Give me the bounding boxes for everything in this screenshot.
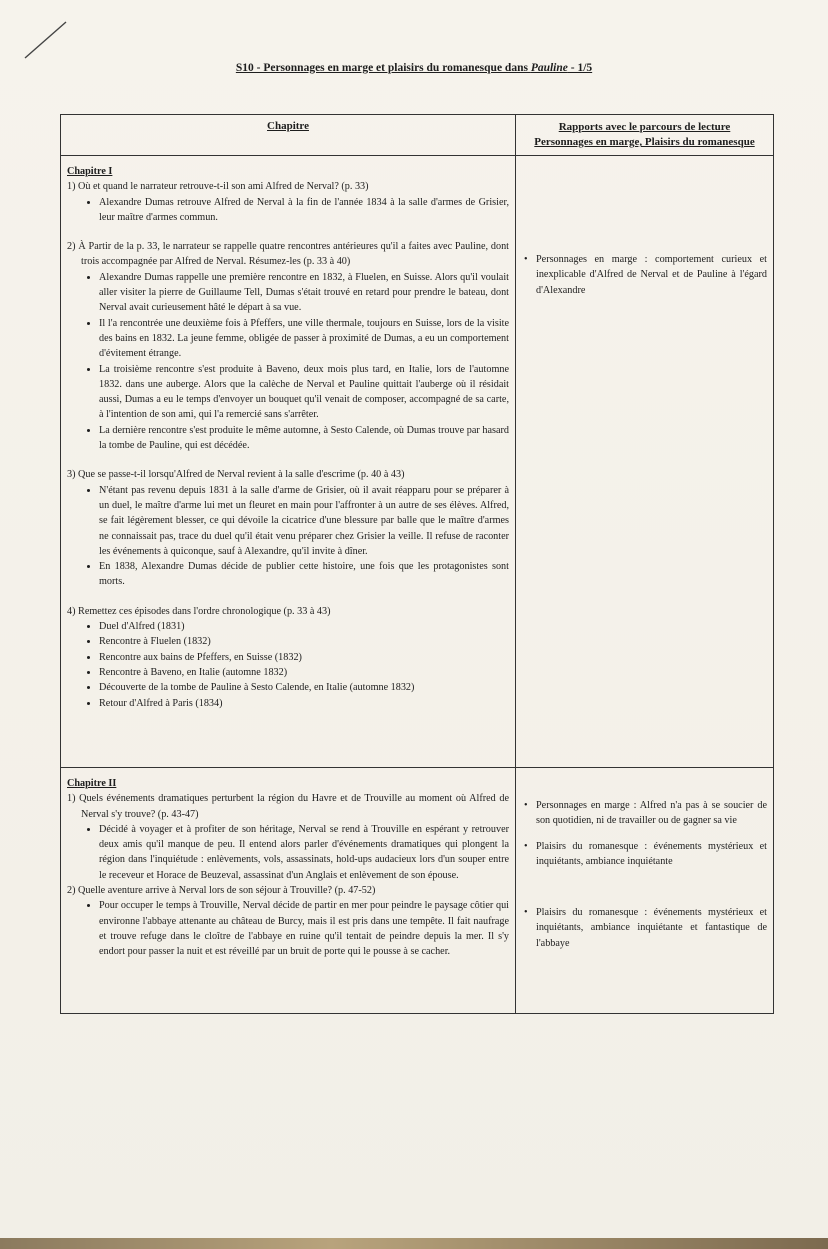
list-item: • Alexandre Dumas rappelle une première rencontre en 1832, à Fluelen, en Suisse. Alors qu'il voulait aller visiter la pierre de Guillaume Tell, Dumas s'était trouvé en retard pour prendre le bateau, dont Nerval avait curieusement hâté le départ à sa vue.: [99, 270, 509, 316]
chapitre-1-answer-1: [67, 195, 509, 226]
list-item: • Découverte de la tombe de Pauline à Sesto Calende, en Italie (automne 1832): [99, 680, 509, 695]
chapitre-1-answer-2: [67, 270, 509, 454]
header-chapitre: Chapitre: [61, 115, 516, 156]
chapitre-1-question-4: 4) Remettez ces épisodes dans l'ordre chronologique (p. 33 à 43): [67, 605, 331, 617]
list-item: • Alexandre Dumas retrouve Alfred de Nerval à la fin de l'année 1834 à la salle d'armes de Grisier, leur maître d'armes commun.: [99, 195, 509, 226]
chapitre-1-title: Chapitre I: [67, 166, 113, 177]
chapitre-2-question-2: 2) Quelle aventure arrive à Nerval lors de son séjour à Trouville? (p. 47-52): [67, 885, 376, 897]
chapter-table: [60, 114, 774, 1014]
chapitre-2-title: Chapitre II: [67, 778, 117, 789]
list-item: • Pour occuper le temps à Trouville, Nerval décide de partir en mer pour peindre le paysage côtier qui environne l'abbaye attenante au château de Burcy, mais il est pris dans une tempête. Il fait naufrage et trouve refuge dans le cloître de l'abbaye en ruine qu'il tentait de peindre depuis la mer. Il s'y endort pour passer la nuit et est réveillé par un bruit de porte qui le pousse à se cacher.: [99, 898, 509, 959]
header-rapports: Rapports avec le parcours de lecture Personnages en marge, Plaisirs du romanesque: [516, 115, 774, 156]
scan-bottom-edge: [0, 1238, 828, 1249]
chapitre-1-content: [61, 156, 516, 768]
list-item: • La dernière rencontre s'est produite le même automne, à Sesto Calende, où Dumas trouve par hasard la tombe de Pauline, qui est décédée.: [99, 423, 509, 454]
chapitre-1-question-2: 2) À Partir de la p. 33, le narrateur se rappelle quatre rencontres antérieures qu'il a faites avec Pauline, dont trois accompagnée par Alfred de Nerval. Résumez-les (p. 33 à 40): [67, 241, 509, 268]
chapitre-2-answer-1: [67, 822, 509, 883]
list-item: • Duel d'Alfred (1831): [99, 619, 509, 634]
chapitre-1-remarks: [516, 156, 774, 768]
table-header-row: [61, 115, 774, 156]
chapitre-1-answer-3: [67, 483, 509, 590]
list-item: • Rencontre à Fluelen (1832): [99, 634, 509, 649]
list-item: • La troisième rencontre s'est produite à Baveno, deux mois plus tard, en Italie, lors de l'automne 1832. dans une auberge. Alors que la calèche de Nerval et Pauline quittait l'auberge où il résidait aussi, Dumas a eu le temps d'envoyer un bouquet qu'il venait de composer, accompagné de sa carte, à l'intention de son ami, qui l'a remercié sans s'arrêter.: [99, 362, 509, 423]
list-item: • Il l'a rencontrée une deuxième fois à Pfeffers, une ville thermale, toujours en Suisse, lors de la visite des bains en 1832. La jeune femme, obligée de passer à proximité de Dumas, a eu un comportement d'évitement étrange.: [99, 316, 509, 362]
chapitre-2-remarks: [516, 768, 774, 1014]
pen-stroke-mark: [22, 18, 70, 62]
chapitre-2-remark-2: • Plaisirs du romanesque : événements mystérieux et inquiétants, ambiance inquiétante: [522, 839, 767, 870]
chapitre-1-question-3: 3) Que se passe-t-il lorsqu'Alfred de Nerval revient à la salle d'escrime (p. 40 à 43): [67, 469, 405, 481]
chapitre-1-answer-4: [67, 619, 509, 711]
chapitre-2-remark-1: • Personnages en marge : Alfred n'a pas à se soucier de son quotidien, ni de travailler ou de gagner sa vie: [522, 798, 767, 829]
list-item: • Retour d'Alfred à Paris (1834): [99, 696, 509, 711]
list-item: • Décidé à voyager et à profiter de son héritage, Nerval se rend à Trouville en espérant y retrouver deux amis qu'il manque de peu. Il entend alors parler d'événements dramatiques qui plongent la région dans l'inquiétude : enlèvements, vols, assassinats, hold-ups audacieux lors d'un souper entre le receveur et Horace de Beuzeval, assassinat d'un Anglais et enlèvement de son épouse.: [99, 822, 509, 883]
chapitre-1-question-1: 1) Où et quand le narrateur retrouve-t-il son ami Alfred de Nerval? (p. 33): [67, 181, 369, 193]
chapitre-2-answer-2: [67, 898, 509, 959]
chapitre-1-remark: • Personnages en marge : comportement curieux et inexplicable d'Alfred de Nerval et de Pauline à l'égard d'Alexandre: [522, 252, 767, 298]
chapitre-2-remark-3: • Plaisirs du romanesque : événements mystérieux et inquiétants, ambiance inquiétante et fantastique de l'abbaye: [522, 905, 767, 951]
table-row-chapitre-2: [61, 768, 774, 1014]
list-item: • N'étant pas revenu depuis 1831 à la salle d'arme de Grisier, où il avait réapparu pour se préparer à un duel, le maître d'arme lui met un fleuret en main pour l'affronter à un autre de ses élèves. Alfred, se fait légèrement blesser, ce qui dévoile la cicatrice d'une blessure par balle que le maître d'armes ne connaissait pas, trace du duel qu'il était venu préparer chez Grisier la veille. Il refuse de raconter les événements à quiconque, sauf à Alexandre, qu'il invite à dîner.: [99, 483, 509, 559]
list-item: • En 1838, Alexandre Dumas décide de publier cette histoire, une fois que les protagonistes sont morts.: [99, 559, 509, 590]
list-item: • Rencontre aux bains de Pfeffers, en Suisse (1832): [99, 650, 509, 665]
table-row-chapitre-1: [61, 156, 774, 768]
page-title: S10 - Personnages en marge et plaisirs du romanesque dans Pauline - 1/5: [235, 62, 593, 74]
chapitre-2-question-1: 1) Quels événements dramatiques perturbent la région du Havre et de Trouville au moment où Alfred de Nerval s'y trouve? (p. 43-47): [67, 793, 509, 820]
list-item: • Rencontre à Baveno, en Italie (automne 1832): [99, 665, 509, 680]
chapitre-2-content: [61, 768, 516, 1014]
